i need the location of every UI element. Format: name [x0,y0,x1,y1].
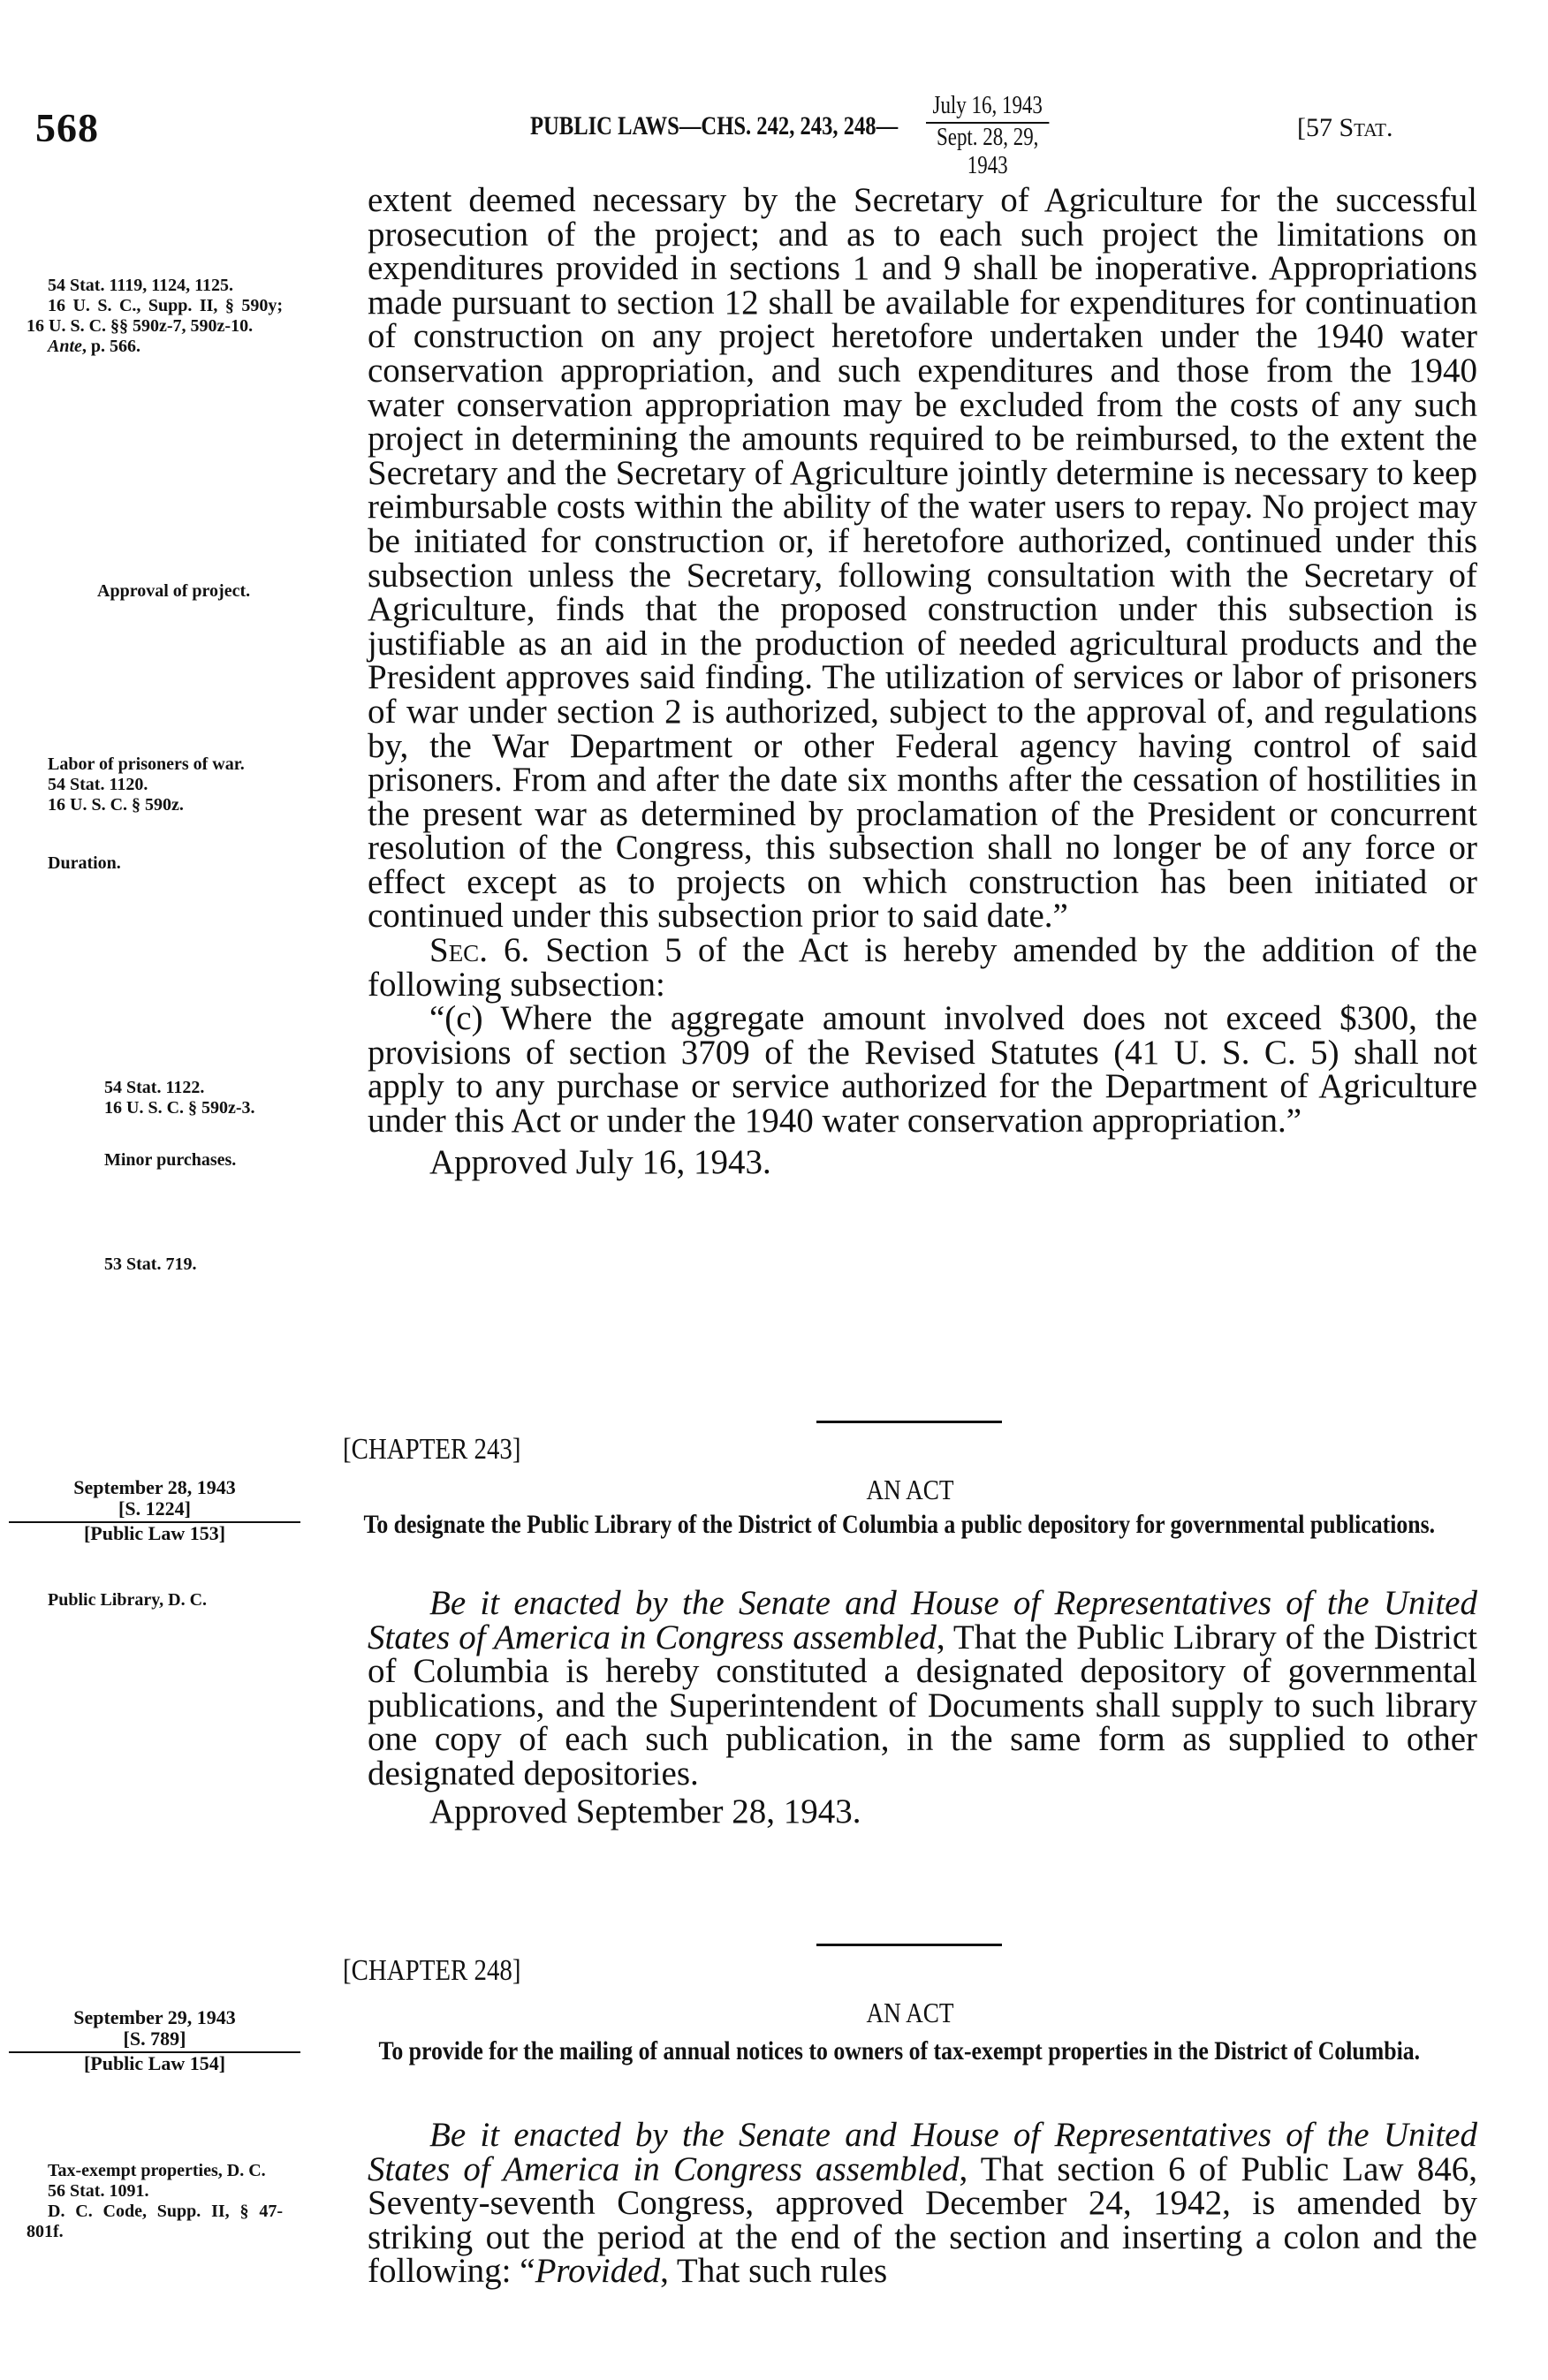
margin-citation: 56 Stat. 1091. [48,2181,149,2201]
chapter-242-continuation: extent deemed necessary by the Secretary of Agriculture for the successful prosecution of the project; and as to each such project the limitations on expenditures provided in sections 1 and 9 shall be inoperative. Appropriations made pursuant to section 12 shall be available for expenditures for continuation of construction on any project heretofore undertaken under the 1940 water conservation appropriation, and such expenditures and those from the 1940 water conservation appropriation may be excluded from the costs of any such project in determining the amounts required to be reimbursed, to the extent the Secretary and the Secretary of Agriculture jointly determine is necessary to keep reimbursable costs within the ability of the water users to repay. No project may be initiated for construction or, if heretofore authorized, continued under this subsection unless the Secretary, following consultation with the Secretary of Agriculture, finds that the proposed construction under this subsection is justifiable as an aid in the production of needed agricultural products and the President approves said finding. The utilization of services or labor of prisoners of war under section 2 is authorized, subject to the approval of, and regulations by, the War Department or other Federal agency having control of said prisoners. From and after the date six months after the cessation of hostilities in the present war as determined by proclamation of the President or concurrent resolution of the Congress, this subsection shall no longer be of any force or effect except as to projects on which construction has been initiated or continued under this subsection prior to said date.” [368,181,1477,936]
chapter-label: [CHAPTER 248] [343,1954,521,1987]
margin-heading: Labor of prisoners of war. [48,754,245,774]
statute-block-248 [9,2007,300,2074]
bill-number: [S. 1224] [118,1497,191,1520]
enacting-clause [368,1584,1477,1793]
enacting-body-end: , That such rules [660,2252,888,2291]
section-text: 6. Section 5 of the Act is hereby amended by the addition of the following subsection: [368,931,1477,1004]
proviso-label: Provided [535,2252,661,2291]
header-date-numerator: July 16, 1943 [926,92,1049,124]
section-divider [816,1421,1002,1423]
margin-note-citations-3: 53 Stat. 719. [104,1254,197,1274]
margin-ante [27,337,283,357]
margin-note-minor: Minor purchases. [104,1150,237,1170]
enactment-date: September 28, 1943 [73,1476,236,1498]
an-act-heading: AN ACT [866,1997,954,2028]
enacting-formula: Be it enacted by the Senate and House of Representatives of the United States of America in Congress assembled [368,2116,1477,2188]
margin-citation: 16 U. S. C., Supp. II, § 590y; 16 U. S. C. §§ 590z-7, 590z-10. [27,296,283,336]
chapter-label: [CHAPTER 243] [343,1433,521,1466]
margin-citation: 16 U. S. C. § 590z-3. [104,1098,255,1118]
act-description: To designate the Public Library of the District of Columbia a public depository for governmental publications. [363,1510,1436,1539]
margin-note-labor [27,754,283,815]
public-law-number: [Public Law 153] [83,1522,226,1544]
section-divider [816,1944,1002,1946]
enacting-clause [368,2116,1478,2291]
header-date-fraction [926,92,1049,180]
header-date-denominator: Sept. 28, 29, 1943 [936,124,1039,179]
bill-number: [S. 789] [123,2028,186,2050]
margin-note-citations-2 [27,1078,307,1118]
section-6 [368,931,1477,1004]
section-label: Sec. [429,931,488,970]
margin-note-citations-1 [27,276,283,357]
margin-citation: 54 Stat. 1122. [104,1078,205,1097]
margin-note-tax-exempt [27,2161,283,2242]
chapter-243-body [368,1584,1477,1830]
ante-page: , p. 566. [81,337,141,356]
volume-reference [1297,113,1393,143]
margin-citation: 16 U. S. C. § 590z. [48,795,184,815]
approval-line: Approved September 28, 1943. [429,1792,861,1830]
margin-citation: 54 Stat. 1119, 1124, 1125. [48,276,234,295]
volume-prefix: [57 [1297,113,1339,142]
margin-citation: D. C. Code, Supp. II, § 47-801f. [27,2202,283,2241]
margin-heading: Public Library, D. C. [48,1590,208,1610]
approval-line: Approved July 16, 1943. [429,1142,771,1181]
enactment-date: September 29, 1943 [73,2006,236,2028]
enacting-formula: Be it enacted by the Senate and House of Representatives of the United States of America in Congress assembled [368,1584,1477,1656]
volume-stat: Stat. [1339,113,1393,142]
margin-note-approval: Approval of project. [97,581,251,601]
statute-block-243 [9,1477,300,1544]
ante-label: Ante [48,337,82,356]
chapter-248-body [368,2116,1478,2291]
margin-note-duration: Duration. [48,853,121,873]
enacting-body: , That section 6 of Public Law 846, Seventy-seventh Congress, approved December 24, 1942, is amended by striking out the period at the end of the section and inserting a colon and the following: “ [368,2149,1478,2291]
subsection-c: “(c) Where the aggregate amount involved does not exceed $300, the provisions of section 3709 of the Revised Statutes (41 U. S. C. 5) shall not apply to any purchase or service authorized for the Department of Agriculture under this Act or under the 1940 water conservation appropriation.” [368,999,1477,1141]
page-number: 568 [35,105,99,150]
enacting-body: , That the Public Library of the District of Columbia is hereby constituted a designated depository of governmental publications, and the Superintendent of Documents shall supply to such library one copy of each such publication, in the same form as supplied to other designated depositories. [368,1618,1477,1793]
chapter-242-body [368,181,1477,1181]
act-description: To provide for the mailing of annual notices to owners of tax-exempt properties in the District of Columbia. [378,2036,1421,2065]
running-title: PUBLIC LAWS—CHS. 242, 243, 248— [530,111,899,140]
margin-note-public-library [27,1590,283,1611]
public-law-number: [Public Law 154] [83,2052,226,2074]
margin-citation: 54 Stat. 1120. [48,775,148,794]
margin-heading: Tax-exempt properties, D. C. [48,2161,266,2180]
an-act-heading: AN ACT [866,1474,954,1505]
